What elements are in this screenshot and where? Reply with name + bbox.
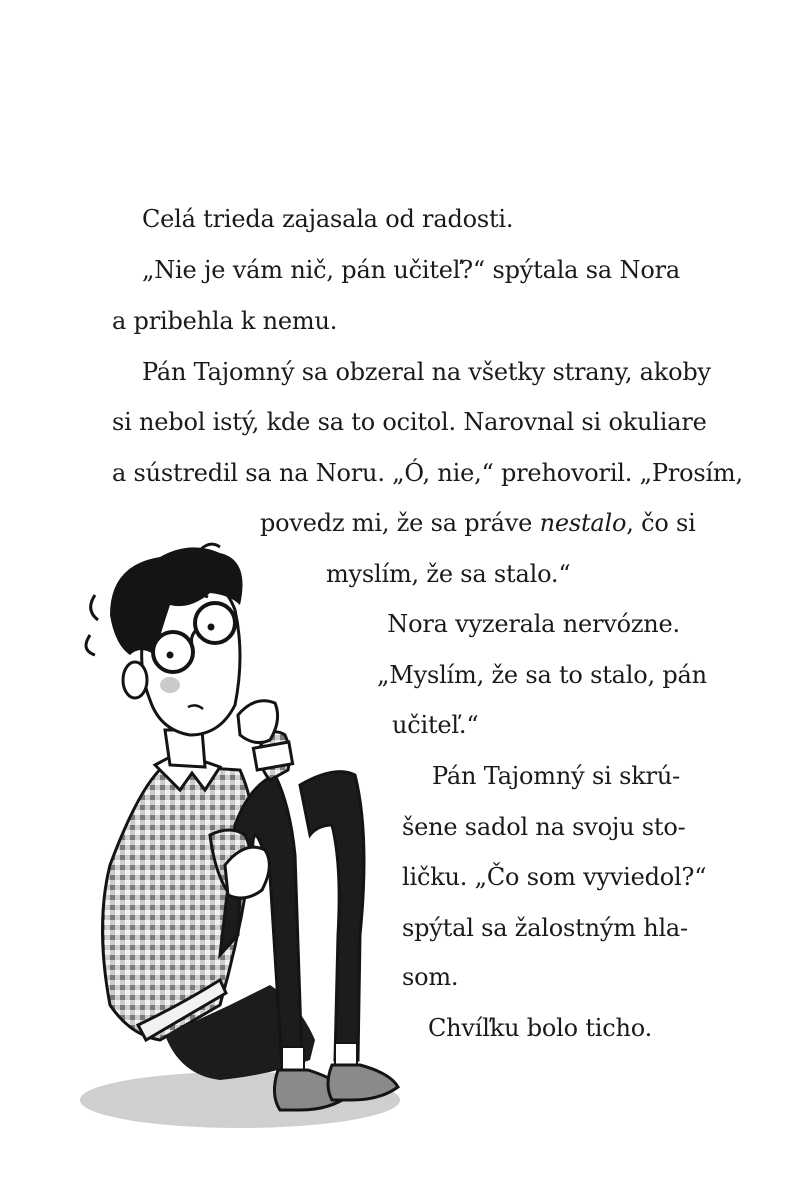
text-line-1: Celá trieda zajasala od radosti. [142, 205, 514, 233]
text-line-14: ličku. „Čo som vyviedol?“ [402, 863, 707, 891]
text-line-17: Chvíľku bolo ticho. [428, 1014, 653, 1042]
ear [123, 662, 147, 698]
text-line-13: šene sadol na svoju sto- [402, 813, 686, 841]
text-line-7a: povedz mi, že sa práve [260, 509, 540, 537]
text-line-4: Pán Tajomný sa obzeral na všetky strany, akoby [142, 358, 711, 386]
eye-right [167, 652, 174, 659]
glasses-right-lens [153, 632, 193, 672]
glasses-left-lens [195, 603, 235, 643]
text-line-7b: , čo si [626, 509, 696, 537]
eye-left [208, 624, 215, 631]
text-line-7-italic: nestalo [539, 509, 627, 537]
text-line-16: som. [402, 963, 459, 991]
text-line-2: „Nie je vám nič, pán učiteľ?“ spýtala sa Nora [142, 256, 680, 284]
hand-on-chin [238, 701, 278, 743]
cuff [253, 742, 292, 770]
text-line-11: učiteľ.“ [392, 711, 479, 739]
text-line-6: a sústredil sa na Noru. „Ó, nie,“ prehovoril. „Prosím, [112, 459, 743, 487]
right-leg [300, 772, 364, 1060]
teacher-sitting-illustration [70, 535, 410, 1135]
text-line-5: si nebol istý, kde sa to ocitol. Narovnal si okuliare [112, 408, 707, 436]
text-line-12: Pán Tajomný si skrú- [432, 762, 680, 790]
text-line-15: spýtal sa žalostným hla- [402, 914, 688, 942]
text-line-9: Nora vyzerala nervózne. [387, 610, 680, 638]
text-line-3: a pribehla k nemu. [112, 307, 338, 335]
text-line-8: myslím, že sa stalo.“ [326, 560, 571, 588]
text-line-10: „Myslím, že sa to stalo, pán [377, 661, 707, 689]
cheek-shade [160, 677, 180, 693]
